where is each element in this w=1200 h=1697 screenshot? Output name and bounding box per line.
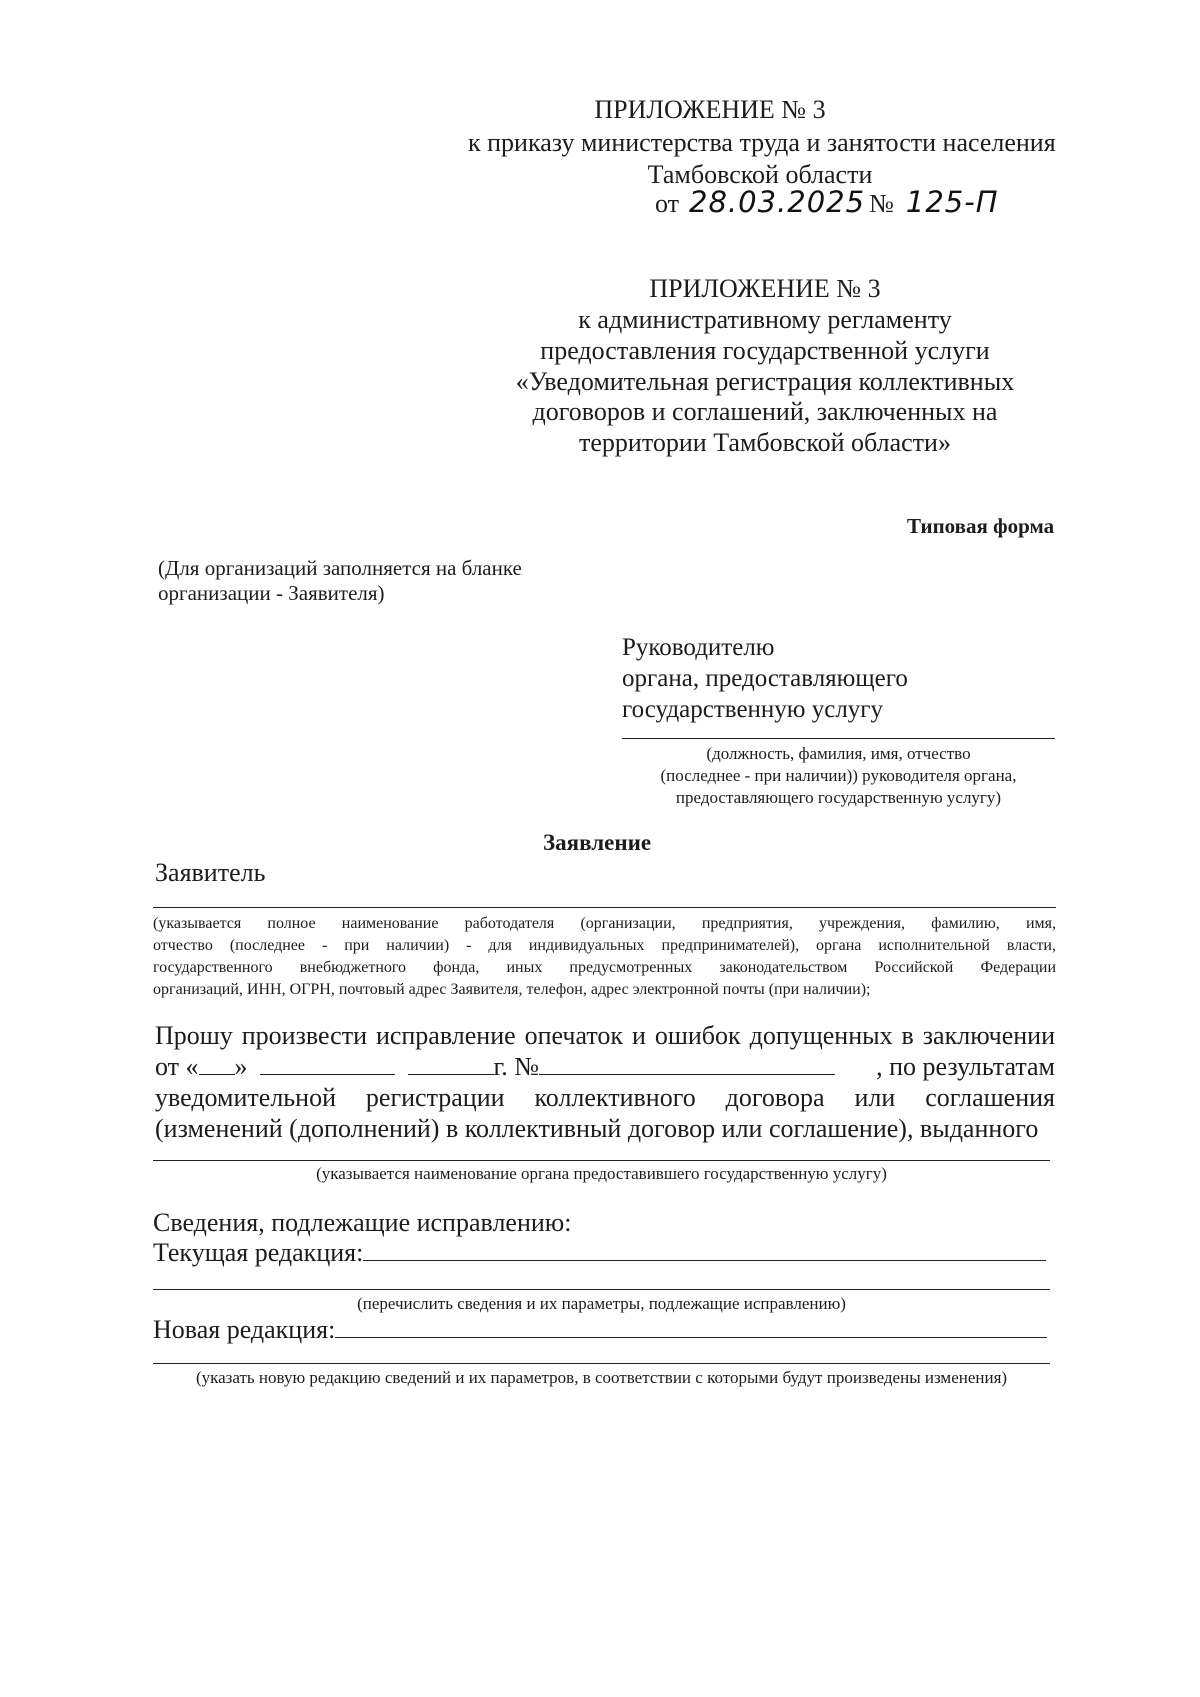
handwritten-date: 28.03.2025 [689,185,866,219]
appendix2-line: территории Тамбовской области» [579,428,951,457]
applicant-hint-line: государственного внебюджетного фонда, иных предусмотренных законодательством Российской Федерации [153,959,1056,976]
appendix2-line: договоров и соглашений, заключенных на [532,397,998,426]
number-prefix: № [869,189,894,218]
new-line2[interactable] [153,1363,1050,1364]
request-paragraph [155,1020,1055,1144]
date-prefix: от [655,189,680,218]
blank-note-line: (Для организаций заполняется на бланке [158,556,522,580]
current-hint: (перечислить сведения и их параметры, подлежащие исправлению) [357,1294,846,1313]
statement-heading: Заявление [543,830,652,855]
current-row [153,1238,1053,1268]
appendix1-date-row [655,185,999,219]
applicant-hint [153,913,1056,1001]
new-hint: (указать новую редакцию сведений и их параметров, в соответствии с которыми будут произведены изменения) [195,1368,1008,1387]
appendix2-line: к административному регламенту [578,305,952,334]
applicant-label: Заявитель [155,858,266,887]
from-label: от « [155,1052,199,1081]
addressee-hint [622,743,1055,809]
appendix2-title: ПРИЛОЖЕНИЕ № 3 [649,274,881,303]
current-field[interactable] [363,1238,1046,1261]
blank-note-line: организации - Заявителя) [158,581,385,605]
request-line2 [155,1051,1055,1082]
organ-underline[interactable] [153,1160,1050,1161]
addressee-hint-line: (должность, фамилия, имя, отчество [706,744,971,763]
appendix1-title: ПРИЛОЖЕНИЕ № 3 [594,95,826,124]
applicant-underline[interactable] [153,907,1056,908]
addressee-line: Руководителю [622,634,775,661]
appendix2-line: предоставления государственной услуги [540,336,990,365]
addressee-hint-line: предоставляющего государственную услугу) [675,788,1002,807]
request-line4: (изменений (дополнений) в коллективный договор или соглашение), выданного [155,1114,1039,1143]
appendix1-line1: к приказу министерства труда и занятости населения [468,128,1056,157]
by-results-label: , по результатам [876,1052,1055,1081]
blank-note [158,556,522,606]
addressee-underline[interactable] [622,738,1055,739]
year-number-label: г. № [493,1052,540,1081]
request-line3: уведомительной регистрации коллективного договора или соглашения [155,1083,1055,1112]
request-line1: Прошу произвести исправление опечаток и ошибок допущенных в заключении [155,1021,1055,1050]
appendix1-line2: Тамбовской области [647,160,873,189]
corrections-title: Сведения, подлежащие исправлению: [153,1208,572,1237]
new-row [153,1315,1053,1345]
year-field[interactable] [408,1052,494,1075]
current-label: Текущая редакция: [153,1238,364,1267]
addressee-line: государственную услугу [622,696,884,723]
applicant-hint-line: (указывается полное наименование работодателя (организации, предприятия, учреждения, фамилию, имя, [153,915,1056,932]
addressee-hint-line: (последнее - при наличии)) руководителя органа, [660,766,1017,785]
applicant-hint-line: организаций, ИНН, ОГРН, почтовый адрес Заявителя, телефон, адрес электронной почты (при наличии); [153,981,871,998]
month-field[interactable] [260,1052,395,1075]
addressee [622,632,908,725]
new-label: Новая редакция: [153,1315,336,1344]
current-line2[interactable] [153,1289,1050,1290]
new-field[interactable] [335,1315,1047,1338]
applicant-hint-line: отчество (последнее - при наличии) - для индивидуальных предпринимателей), органа исполнительной власти, [153,937,1056,954]
organ-hint: (указывается наименование органа предоставившего государственную услугу) [316,1164,887,1183]
number-field[interactable] [539,1052,835,1075]
appendix2-line: «Уведомительная регистрация коллективных [515,367,1015,396]
addressee-line: органа, предоставляющего [622,665,908,692]
day-field[interactable] [199,1052,235,1075]
handwritten-number: 125-П [905,185,999,219]
form-type-label: Типовая форма [907,514,1055,538]
quote-close: » [234,1052,248,1081]
